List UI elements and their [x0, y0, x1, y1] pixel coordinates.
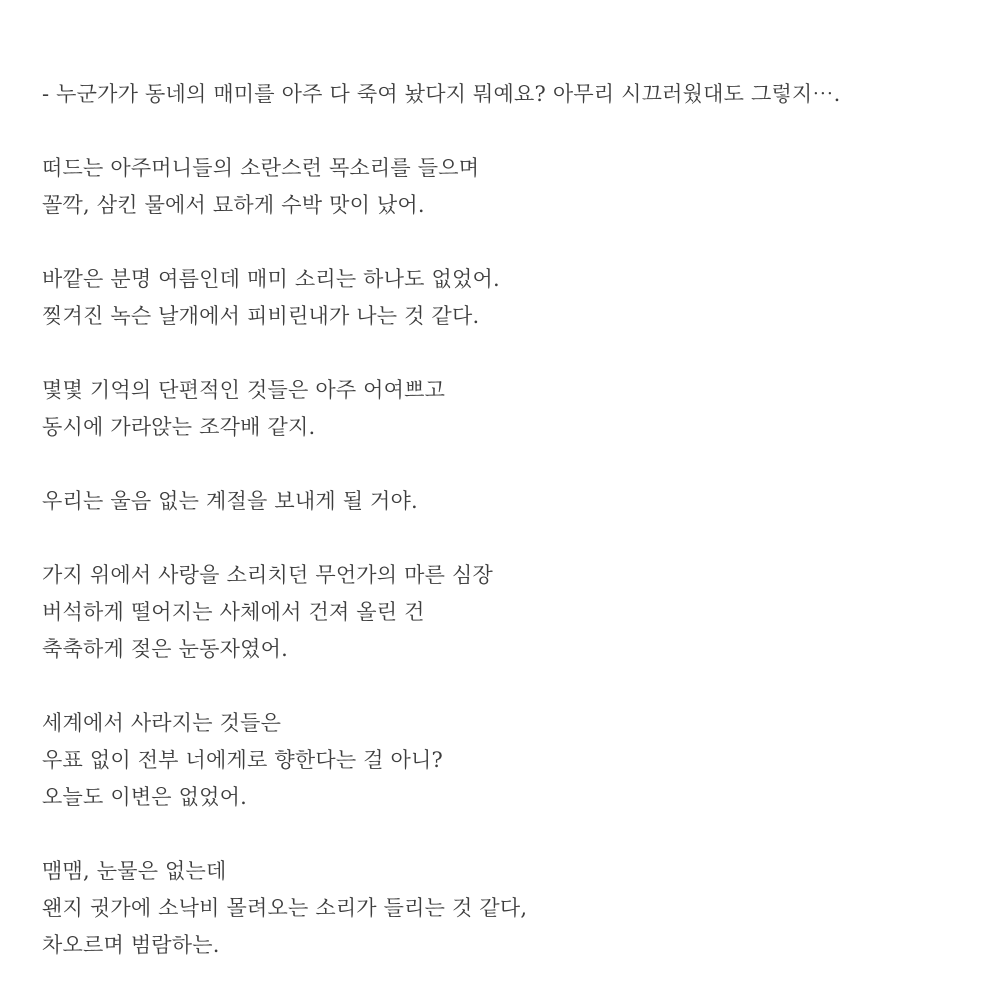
poem-line: 가지 위에서 사랑을 소리치던 무언가의 마른 심장: [42, 563, 493, 587]
poem-text: [42, 76, 982, 1001]
poem-line: 맴맴, 눈물은 없는데: [42, 859, 227, 883]
poem-line: 꼴깍, 삼킨 물에서 묘하게 수박 맛이 났어.: [42, 193, 425, 217]
stanza-7: [42, 705, 982, 816]
stanza-1: [42, 76, 982, 113]
poem-line: 찢겨진 녹슨 날개에서 피비린내가 나는 것 같다.: [42, 304, 480, 328]
stanza-5: [42, 483, 982, 520]
poem-line: 우표 없이 전부 너에게로 향한다는 걸 아니?: [42, 748, 443, 772]
poem-line: 바깥은 분명 여름인데 매미 소리는 하나도 없었어.: [42, 267, 500, 291]
poem-line: - 누군가가 동네의 매미를 아주 다 죽여 놨다지 뭐예요? 아무리 시끄러웠대도 그렇지⋯.: [42, 82, 841, 106]
stanza-6: [42, 557, 982, 668]
poem-line: 세계에서 사라지는 것들은: [42, 711, 282, 735]
poem-line: 우리는 울음 없는 계절을 보내게 될 거야.: [42, 489, 418, 513]
poem-line: 떠드는 아주머니들의 소란스런 목소리를 들으며: [42, 156, 480, 180]
poem-line: 차오르며 범람하는.: [42, 933, 220, 957]
stanza-3: [42, 261, 982, 335]
poem-line: 버석하게 떨어지는 사체에서 건져 올린 건: [42, 600, 425, 624]
stanza-8: [42, 853, 982, 964]
poem-line: 오늘도 이변은 없었어.: [42, 785, 247, 809]
stanza-4: [42, 372, 982, 446]
stanza-2: [42, 150, 982, 224]
poem-line: 몇몇 기억의 단편적인 것들은 아주 어여쁘고: [42, 378, 446, 402]
poem-line: 축축하게 젖은 눈동자였어.: [42, 637, 288, 661]
poem-line: 동시에 가라앉는 조각배 같지.: [42, 415, 316, 439]
poem-line: 왠지 귓가에 소낙비 몰려오는 소리가 들리는 것 같다,: [42, 896, 528, 920]
